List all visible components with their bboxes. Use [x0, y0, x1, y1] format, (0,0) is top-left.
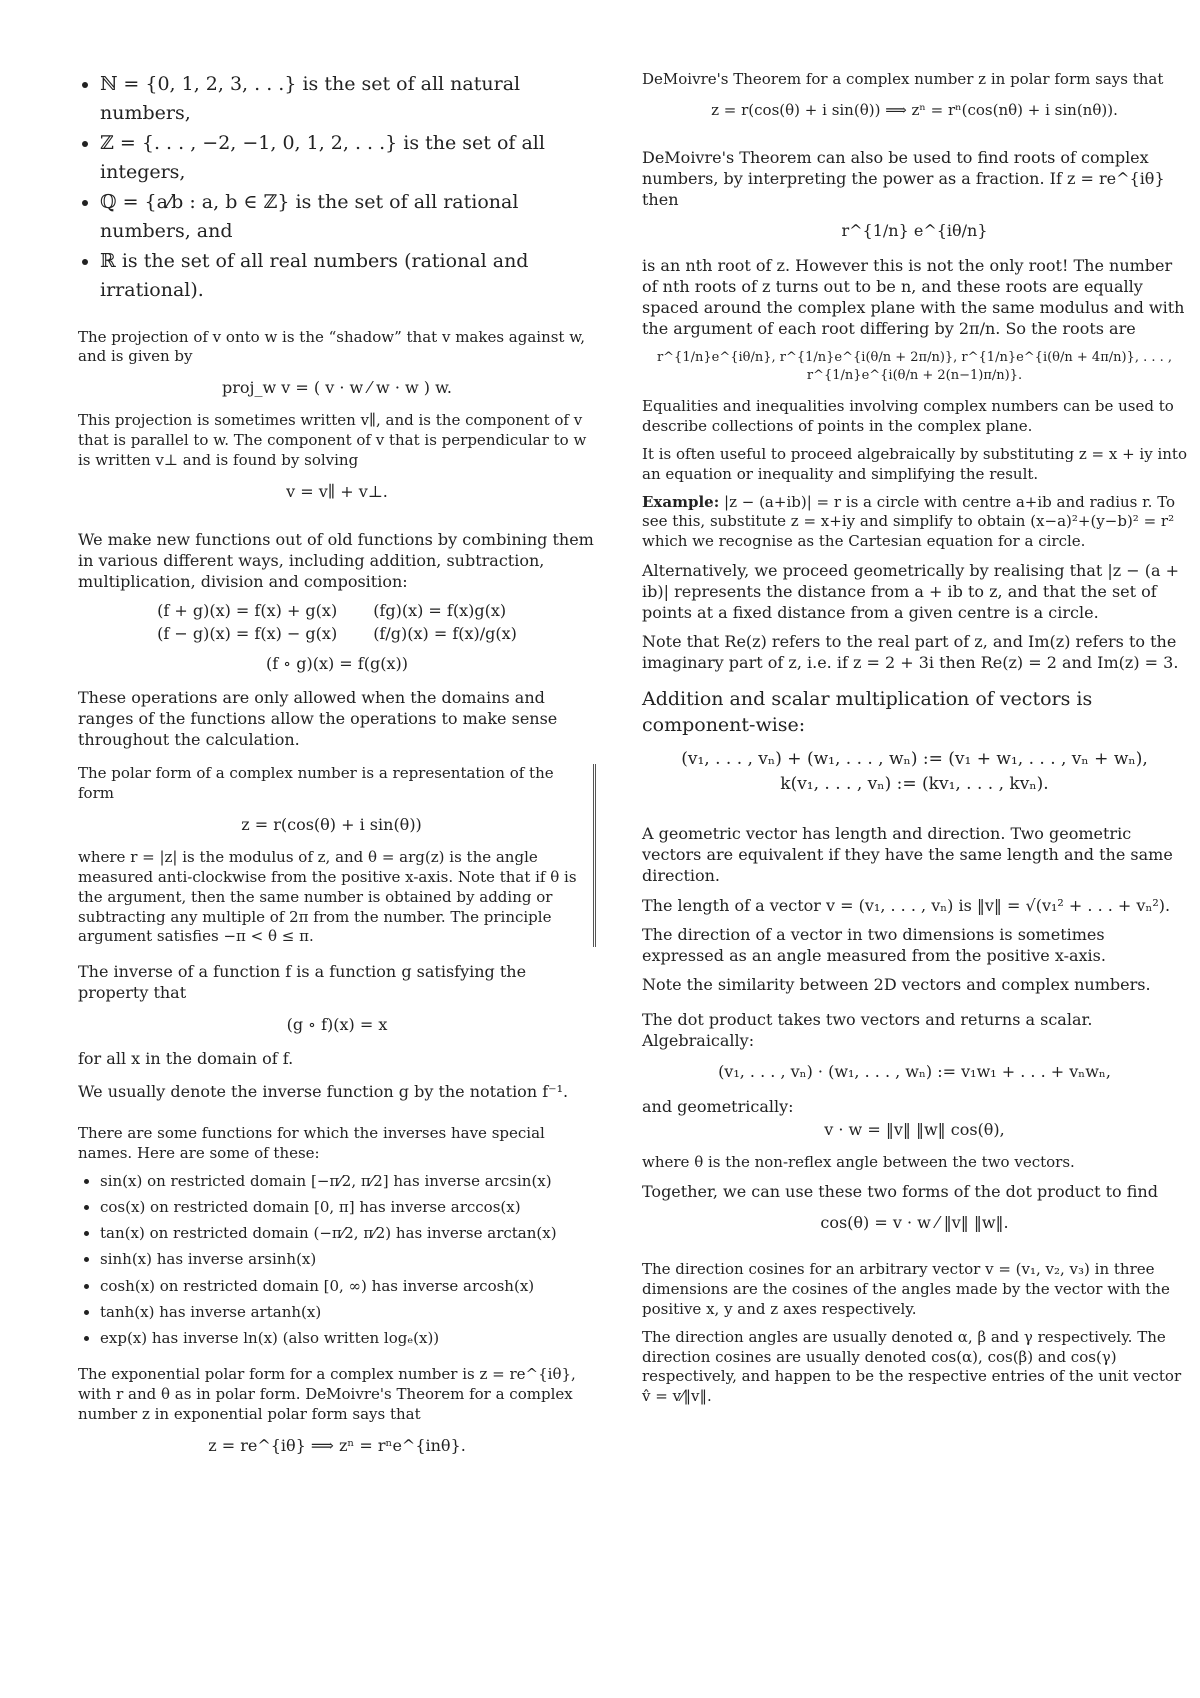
list-item: • cosh(x) on restricted domain [0, ∞) has inverse arcosh(x): [100, 1273, 596, 1299]
projection-intro: The projection of v onto w is the “shadow” that v makes against w, and is given by: [78, 327, 586, 366]
list-item: • ℤ = {. . . , −2, −1, 0, 1, 2, . . .} is the set of all integers,: [100, 129, 596, 188]
projection-text: This projection is sometimes written v∥, and is the component of v that is parallel to w. The component of v that is perpendicular to w is written v⊥ and is found by solving: [78, 411, 587, 470]
example-paragraph: [642, 493, 1187, 552]
vector-direction-text: The direction of a vector in two dimensions is sometimes expressed as an angle measured from the positive x-axis.: [642, 924, 1106, 965]
direction-angles-text: The direction angles are usually denoted α, β and γ respectively. The direction cosines are usually denoted cos(α), cos(β) and cos(γ) respectively, and happen to be the respective entries of the unit vector v̂ = v⁄‖v‖.: [642, 1327, 1182, 1406]
together-text: Together, we can use these two forms of the dot product to find: [642, 1181, 1158, 1201]
dot-product-geometric-equation: v · w = ‖v‖ ‖w‖ cos(θ),: [824, 1119, 1005, 1139]
list-item: • tanh(x) has inverse artanh(x): [100, 1299, 596, 1325]
operation-sum: (f + g)(x) = f(x) + g(x): [157, 600, 338, 620]
example-text: |z − (a+ib)| = r is a circle with centre a+ib and radius r. To see this, substitute z = x+iy and simplify to obtain (x−a)²+(y−b)² = r² which we recognise as the Cartesian equation for a circle.: [642, 492, 1176, 551]
list-item: • exp(x) has inverse ln(x) (also written logₑ(x)): [100, 1325, 596, 1351]
scalar-multiplication-equation: k(v₁, . . . , vₙ) := (kv₁, . . . , kvₙ).: [780, 774, 1049, 795]
right-column: [642, 70, 1187, 1407]
cosine-equation: cos(θ) = v · w ⁄ ‖v‖ ‖w‖.: [820, 1212, 1009, 1232]
list-item: • ℝ is the set of all real numbers (rational and irrational).: [100, 247, 596, 306]
dot-product-equation: (v₁, . . . , vₙ) · (w₁, . . . , wₙ) := v₁w₁ + . . . + vₙwₙ,: [718, 1062, 1111, 1082]
roots-equation: r^{1/n} e^{iθ/n}: [841, 221, 988, 241]
inverse-notation: We usually denote the inverse function g by the notation f⁻¹.: [78, 1082, 569, 1101]
roots-text: is an nth root of z. However this is not the only root! The number of nth roots of z turns out to be n, and these roots are equally spaced around the complex plane with the same modulus and with the argument of each root differing by 2π/n. So the roots are: [642, 255, 1185, 338]
number-sets-list: [78, 70, 596, 306]
left-column: [78, 70, 596, 1469]
projection-equation: proj_w v = ( v · w ⁄ w · w ) w.: [222, 378, 452, 398]
inverse-intro: The inverse of a function f is a function g satisfying the property that: [78, 962, 527, 1003]
exp-polar-text: The exponential polar form for a complex number is z = re^{iθ}, with r and θ as in polar form. DeMoivre's Theorem for a complex number z in exponential polar form says that: [78, 1365, 576, 1424]
list-item: • ℚ = {a⁄b : a, b ∈ ℤ} is the set of all rational numbers, and: [100, 188, 596, 247]
vector-addition-title: Addition and scalar multiplication of vectors is component-wise:: [642, 688, 1093, 736]
list-item: • tan(x) on restricted domain (−π⁄2, π⁄2) has inverse arctan(x): [100, 1220, 596, 1246]
similarity-text: Note the similarity between 2D vectors and complex numbers.: [642, 974, 1151, 994]
projection-sum-equation: v = v∥ + v⊥.: [286, 481, 388, 501]
geometric-vector-text: A geometric vector has length and direction. Two geometric vectors are equivalent if they have the same length and the same direction.: [642, 824, 1173, 886]
geometric-text: Alternatively, we proceed geometrically by realising that |z − (a + ib)| represents the distance from a + ib to z, and that the set of points at a fixed distance from a given centre is a circle.: [642, 560, 1180, 623]
operation-difference: (f − g)(x) = f(x) − g(x): [157, 623, 338, 643]
example-label: Example:: [642, 492, 720, 511]
roots-intro: DeMoivre's Theorem can also be used to find roots of complex numbers, by interpreting the power as a fraction. If z = re^{iθ} then: [642, 147, 1165, 210]
roots-list-equation: r^{1/n}e^{iθ/n}, r^{1/n}e^{i(θ/n + 2π/n)}, r^{1/n}e^{i(θ/n + 4π/n)}, . . . , r^{1/n}e^{i(θ/n + 2(n−1)π/n)}.: [656, 349, 1173, 384]
special-inverses-list: [78, 1168, 596, 1352]
non-reflex-text: where θ is the non-reflex angle between the two vectors.: [642, 1153, 1075, 1172]
polar-equation: z = r(cos(θ) + i sin(θ)): [241, 814, 422, 834]
list-item: • ℕ = {0, 1, 2, 3, . . .} is the set of all natural numbers,: [100, 70, 596, 129]
direction-cosines-text: The direction cosines for an arbitrary vector v = (v₁, v₂, v₃) in three dimensions are the cosines of the angles made by the vector with the positive x, y and z axes respectively.: [642, 1260, 1170, 1318]
geometrically-label: and geometrically:: [642, 1096, 794, 1116]
operation-product: (fg)(x) = f(x)g(x): [373, 600, 507, 620]
operations-intro: We make new functions out of old functions by combining them in various different ways, including addition, subtraction, multiplication, division and composition:: [78, 530, 594, 592]
equalities-text: Equalities and inequalities involving complex numbers can be used to describe collections of points in the complex plane.: [642, 397, 1174, 436]
re-im-text: Note that Re(z) refers to the real part of z, and Im(z) refers to the imaginary part of z, i.e. if z = 2 + 3i then Re(z) = 2 and Im(z) = 3.: [642, 632, 1179, 673]
polar-text: where r = |z| is the modulus of z, and θ = arg(z) is the angle measured anti-clockwise from the positive x-axis. Note that if θ is the argument, then the same number is obtained by adding or subtracting any multiple of 2π from the number. The principle argument satisfies −π < θ ≤ π.: [78, 848, 577, 946]
inverse-domain: for all x in the domain of f.: [78, 1048, 294, 1068]
vector-addition-equation: (v₁, . . . , vₙ) + (w₁, . . . , wₙ) := (v₁ + w₁, . . . , vₙ + wₙ),: [681, 748, 1148, 769]
algebraic-text: It is often useful to proceed algebraically by substituting z = x + iy into an equation or inequality and simplifying the result.: [642, 444, 1187, 483]
operations-note: These operations are only allowed when the domains and ranges of the functions allow the operations to make sense throughout the calculation.: [78, 687, 558, 750]
vector-length-text: The length of a vector v = (v₁, . . . , vₙ) is ‖v‖ = √(v₁² + . . . + vₙ²).: [642, 895, 1171, 915]
list-item: • sinh(x) has inverse arsinh(x): [100, 1246, 596, 1272]
operations-grid: [78, 601, 596, 643]
exp-polar-equation: z = re^{iθ} ⟹ zⁿ = rⁿe^{inθ}.: [208, 1435, 466, 1455]
list-item: • sin(x) on restricted domain [−π⁄2, π⁄2] has inverse arcsin(x): [100, 1168, 596, 1194]
composition-equation: (f ∘ g)(x) = f(g(x)): [266, 653, 408, 673]
dot-product-intro: The dot product takes two vectors and returns a scalar. Algebraically:: [642, 1009, 1093, 1051]
inverse-equation: (g ∘ f)(x) = x: [286, 1014, 388, 1034]
list-item: • cos(x) on restricted domain [0, π] has inverse arccos(x): [100, 1194, 596, 1220]
polar-form-box: [78, 764, 596, 947]
polar-intro: The polar form of a complex number is a representation of the form: [78, 764, 554, 803]
demoivre-equation: z = r(cos(θ) + i sin(θ)) ⟹ zⁿ = rⁿ(cos(nθ) + i sin(nθ)).: [711, 100, 1118, 119]
special-intro: There are some functions for which the inverses have special names. Here are some of these:: [78, 1124, 545, 1162]
operation-quotient: (f/g)(x) = f(x)/g(x): [373, 623, 517, 643]
demoivre-intro: DeMoivre's Theorem for a complex number z in polar form says that: [642, 70, 1164, 88]
